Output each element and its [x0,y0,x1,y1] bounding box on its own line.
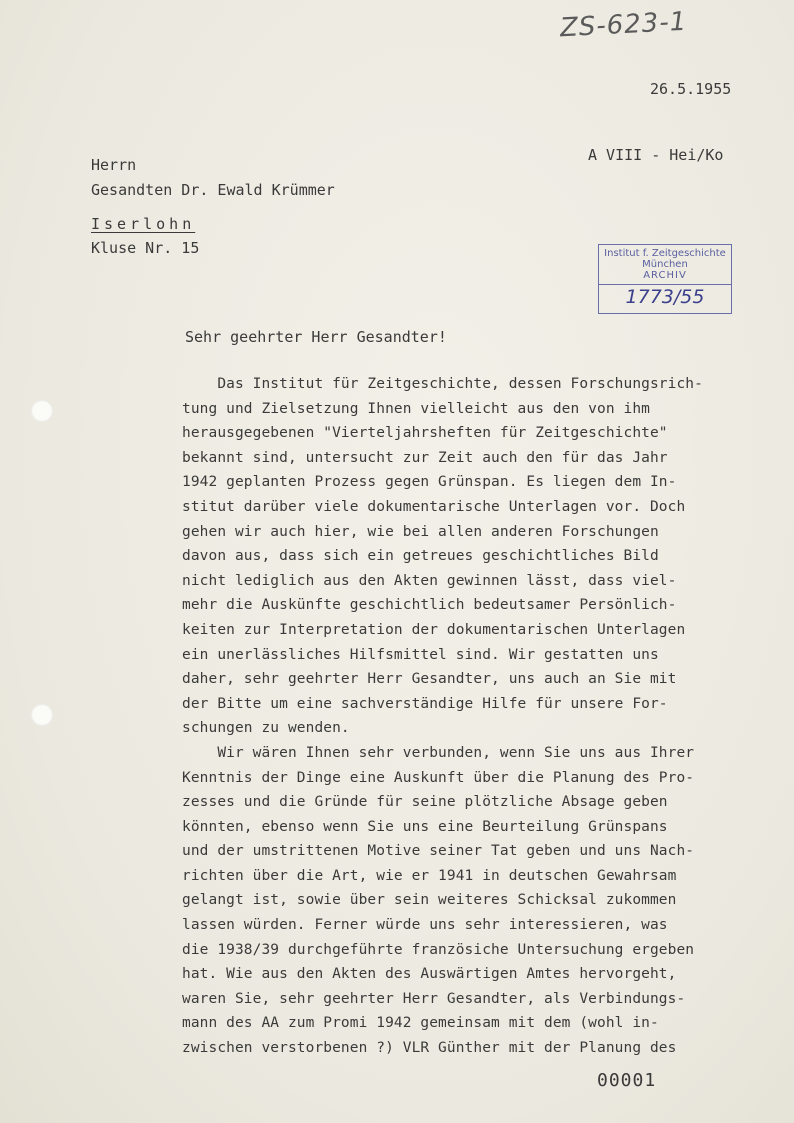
body-line: gelangt ist, sowie über sein weiteres Schicksal zukommen [182,892,677,909]
body-line: schungen zu wenden. [182,720,350,737]
file-reference: A VIII - Hei/Ko [588,146,724,164]
recipient-line1: Herrn [91,156,137,174]
stamp-archive: ARCHIV [643,270,687,281]
stamp-number: 1773/55 [599,284,731,308]
body-line: und der umstrittenen Motive seiner Tat geben und uns Nach- [182,843,695,860]
body-line: hat. Wie aus den Akten des Auswärtigen Amtes hervorgeht, [182,966,677,983]
recipient-city: Iserlohn [91,215,196,233]
body-line: herausgegebenen "Vierteljahrsheften für Zeitgeschichte" [182,425,668,442]
body-line: Wir wären Ihnen sehr verbunden, wenn Sie uns aus Ihrer [182,744,695,761]
handwritten-archive-reference: ZS-623-1 [559,6,688,44]
body-line: zesses und die Gründe für seine plötzliche Absage geben [182,794,668,811]
body-line: der Bitte um eine sachverständige Hilfe für unsere For- [182,695,668,712]
punch-hole-bottom [31,704,53,726]
recipient-street: Kluse Nr. 15 [91,239,200,257]
body-line: 1942 geplanten Prozess gegen Grünspan. Es liegen dem In- [182,474,677,491]
body-line: nicht lediglich aus den Akten gewinnen lässt, dass viel- [182,572,677,589]
body-line: könnten, ebenso wenn Sie uns eine Beurteilung Grünspans [182,818,668,835]
letter-date: 26.5.1955 [650,80,732,98]
body-line: richten über die Art, wie er 1941 in deutschen Gewahrsam [182,867,677,884]
stamp-city: München [642,259,688,270]
body-line: lassen würden. Ferner würde uns sehr interessieren, was [182,917,668,934]
body-line: Das Institut für Zeitgeschichte, dessen Forschungsrich- [182,376,703,392]
body-line: waren Sie, sehr geehrter Herr Gesandter, als Verbindungs- [182,990,686,1007]
stamp-institute: Institut f. Zeitgeschichte [604,248,726,259]
body-line: keiten zur Interpretation der dokumentarischen Unterlagen [182,621,686,638]
body-line: mehr die Auskünfte geschichtlich bedeutsamer Persönlich- [182,597,677,614]
body-line: daher, sehr geehrter Herr Gesandter, uns auch an Sie mit [182,671,677,688]
salutation: Sehr geehrter Herr Gesandter! [185,328,447,346]
body-line: zwischen verstorbenen ?) VLR Günther mit der Planung des [182,1040,677,1057]
body-line: gehen wir auch hier, wie bei allen anderen Forschungen [182,523,659,540]
body-line: ein unerlässliches Hilfsmittel sind. Wir gestatten uns [182,646,659,663]
archive-stamp [598,244,732,314]
body-line: Kenntnis der Dinge eine Auskunft über die Planung des Pro- [182,769,695,786]
page-number: 00001 [597,1070,657,1091]
letter-body [182,372,762,1061]
body-line: davon aus, dass sich ein getreues geschichtliches Bild [182,548,659,565]
body-line: tung und Zielsetzung Ihnen vielleicht aus den von ihm [182,400,650,417]
body-line: mann des AA zum Promi 1942 gemeinsam mit dem (wohl in- [182,1015,659,1032]
recipient-line2: Gesandten Dr. Ewald Krümmer [91,181,335,199]
body-line: stitut darüber viele dokumentarische Unterlagen vor. Doch [182,498,686,515]
body-line: bekannt sind, untersucht zur Zeit auch den für das Jahr [182,449,668,466]
punch-hole-top [31,400,53,422]
body-line: die 1938/39 durchgeführte französiche Untersuchung ergeben [182,941,695,958]
